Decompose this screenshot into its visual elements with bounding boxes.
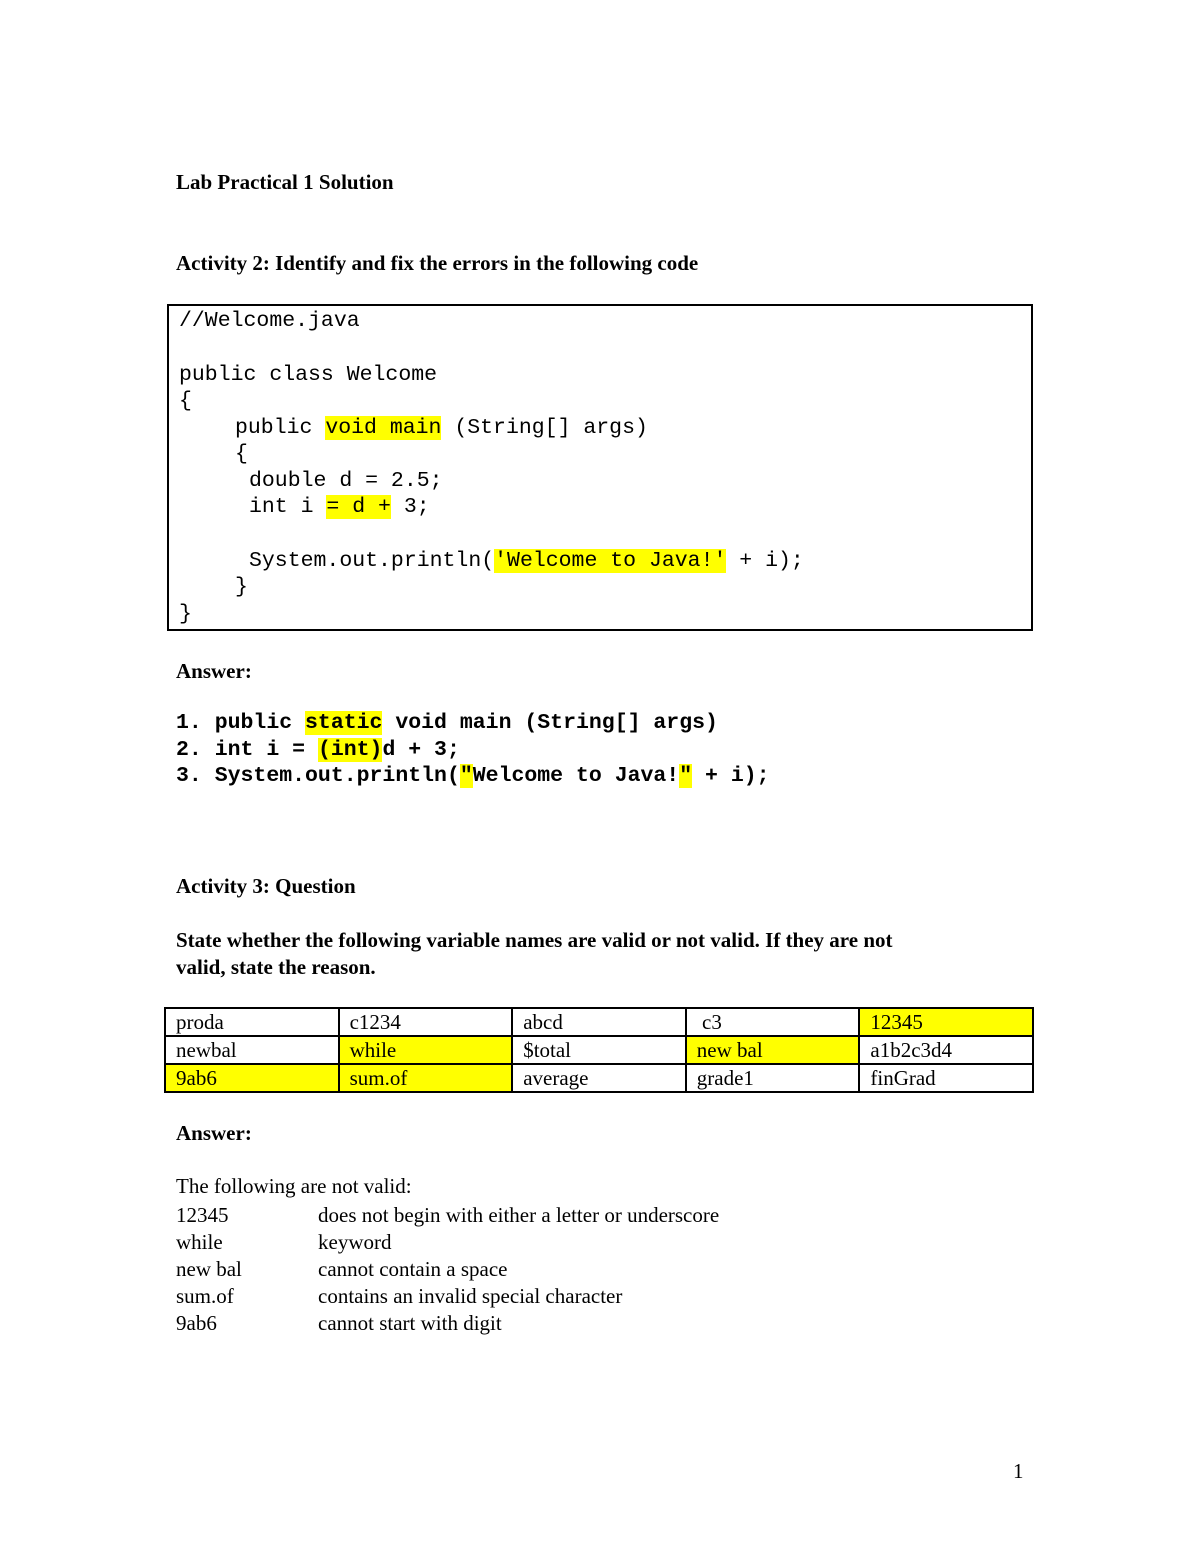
reason-text: cannot start with digit [318,1311,502,1335]
code-line-10: } [179,602,192,626]
page-number: 1 [1013,1459,1024,1483]
answer-line-3 [176,763,770,790]
table-cell: grade1 [686,1064,860,1092]
variable-names-table [164,1007,1034,1093]
code-line-8 [249,548,804,574]
reason-name: while [176,1230,223,1254]
reason-row [176,1202,719,1229]
table-row [165,1036,1033,1064]
instruction-line: State whether the following variable names are valid or not valid. If they are not [176,928,893,952]
code-text: 3; [390,495,430,519]
reason-row [176,1283,622,1310]
table-row [165,1008,1033,1036]
reason-row [176,1229,391,1256]
code-text: System.out.println( [249,549,495,573]
table-cell: c1234 [339,1008,513,1036]
reason-name: sum.of [176,1284,234,1308]
table-cell-invalid: new bal [686,1036,860,1064]
table-cell: proda [165,1008,339,1036]
reason-row [176,1310,502,1337]
answer-intro: The following are not valid: [176,1174,412,1198]
activity3-answer-label: Answer: [176,1121,252,1145]
table-cell: a1b2c3d4 [859,1036,1033,1064]
reason-text: does not begin with either a letter or underscore [318,1203,720,1227]
page-title: Lab Practical 1 Solution [176,170,394,194]
code-line-3: { [179,389,192,413]
code-line-6: double d = 2.5; [249,469,443,493]
table-cell: finGrad [859,1064,1033,1092]
answer-text: void main (String[] args) [382,711,718,735]
code-line-1: //Welcome.java [179,309,360,333]
answer-line-1 [176,710,770,737]
table-cell: abcd [512,1008,686,1036]
answer-text: + i); [692,764,770,788]
table-cell: average [512,1064,686,1092]
activity3-instruction [176,927,893,981]
activity2-answer-label: Answer: [176,659,252,683]
answer-text: 3. System.out.println( [176,764,460,788]
code-line-7 [249,494,430,520]
code-error-highlight: 'Welcome to Java!' [494,549,727,573]
table-cell: newbal [165,1036,339,1064]
table-cell-invalid: while [339,1036,513,1064]
answer-text: 2. int i = [176,737,318,762]
table-row [165,1064,1033,1092]
code-text: public [235,416,326,440]
table-cell: c3 [686,1008,860,1036]
code-text: + i); [726,549,804,573]
activity2-answers [176,710,770,790]
code-line-4 [235,415,648,441]
reason-name: 9ab6 [176,1311,217,1335]
reason-name: new bal [176,1257,242,1281]
activity2-heading: Activity 2: Identify and fix the errors in the following code [176,251,699,275]
reason-name: 12345 [176,1203,229,1227]
answer-fix-highlight: " [679,764,693,788]
answer-fix-highlight: static [305,711,383,735]
code-text: (String[] args) [441,416,648,440]
answer-fix-highlight: (int) [317,737,383,762]
reason-row [176,1256,508,1283]
code-box [167,304,1033,631]
answer-text: d + 3; [382,737,460,762]
code-error-highlight: void main [325,416,442,440]
answer-line-2 [176,737,770,764]
reason-text: contains an invalid special character [318,1284,623,1308]
answer-text: Welcome to Java! [472,764,680,788]
code-line-5: { [235,442,248,466]
reason-text: cannot contain a space [318,1257,508,1281]
table-cell-invalid: 9ab6 [165,1064,339,1092]
activity3-heading: Activity 3: Question [176,874,356,898]
answer-fix-highlight: " [459,764,473,788]
code-error-highlight: = d + [326,495,391,519]
table-cell: $total [512,1036,686,1064]
table-cell-invalid: sum.of [339,1064,513,1092]
reason-text: keyword [318,1230,392,1254]
answer-text: 1. public [176,711,306,735]
code-text: int i [249,495,327,519]
instruction-line: valid, state the reason. [176,955,376,979]
code-line-9: } [235,575,248,599]
table-cell-invalid: 12345 [859,1008,1033,1036]
code-line-2: public class Welcome [179,363,438,387]
